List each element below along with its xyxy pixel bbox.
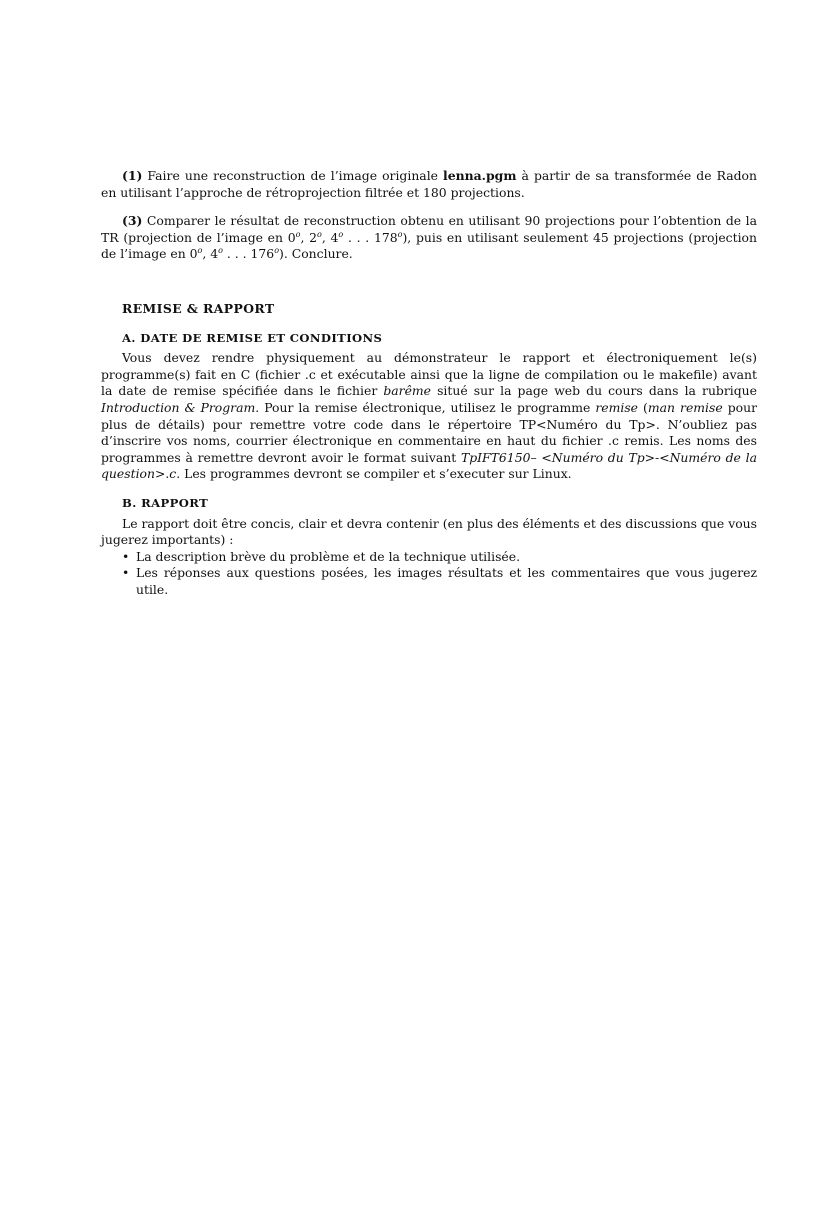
list-item [122,565,757,598]
question-3-angle-4: , 4 [321,229,339,245]
degree-sign: o [197,246,203,256]
subsection-a-text-4: ( [638,399,648,415]
degree-sign: o [317,229,322,239]
section-title-remise-rapport: REMISE & RAPPORT [122,300,275,316]
question-3-angle-178: . . . 178 [343,229,398,245]
question-1-text-b: à partir de sa transformée de Radon en utilisant l’approche de rétroprojection filtrée et 180 projections. [101,168,757,200]
rubrique-name: Introduction & Program. [101,399,260,415]
list-item-text: Les réponses aux questions posées, les images résultats et les commentaires que vous jugerez utile. [136,565,757,597]
subsection-title-date-remise: A. DATE DE REMISE ET CONDITIONS [122,330,383,345]
degree-sign: o [338,229,344,239]
remise-program: remise [595,399,639,415]
list-item-text: La description brève du problème et de la technique utilisée. [136,548,521,564]
question-3-text-b: ), puis en utilisant seulement 45 projections (projection de l’image en 0 [101,229,757,262]
question-3-angle-2: , 2 [300,229,317,245]
question-1-filename: lenna.pgm [443,168,517,183]
question-1 [101,168,757,201]
program-name-format: TpIFT6150– <Numéro du Tp>-<Numéro de la question>.c. [101,449,757,482]
subsection-a-text-5: pour plus de détails) pour remettre votre code dans le répertoire TP<Numéro du Tp>. N’oubliez pas d’inscrire vos noms, courrier électronique en commentaire en haut du fichier .c remis. Les noms des programmes à remettre devront avoir le format suivant [101,399,758,465]
degree-sign: o [274,246,280,256]
degree-sign: o [295,229,301,239]
question-3-text-c: ). Conclure. [279,246,353,262]
bareme-filename: barême [383,383,431,399]
question-3-angle-4b: , 4 [202,246,219,262]
degree-sign: o [218,246,223,256]
question-3-angle-176: . . . 176 [222,246,275,262]
list-item [122,549,757,566]
question-3-number: (3) [122,213,143,229]
bullet-icon: • [122,548,130,564]
subsection-a-text-6: Les programmes devront se compiler et s’executer sur Linux. [180,466,572,482]
subsection-a-text-1: Vous devez rendre physiquement au démonstrateur le rapport et électroniquement le(s) programme(s) fait en C (fichier .c et exécutable ainsi que la ligne de compilation ou le makefile) avant la date de remise spécifiée dans le fichier [101,350,757,399]
question-3 [101,213,757,263]
bullet-icon: • [122,565,130,581]
man-remise: man remise [647,399,723,415]
subsection-title-rapport: B. RAPPORT [122,495,209,510]
subsection-a-body [101,350,757,483]
subsection-a-text-3: Pour la remise électronique, utilisez le programme [259,399,596,415]
document-page [101,168,757,598]
question-3-text-a: Comparer le résultat de reconstruction obtenu en utilisant 90 projections pour l’obtention de la TR (projection de l’image en 0 [101,213,757,245]
rapport-bullet-list [101,549,757,599]
degree-sign: o [397,229,403,239]
question-1-text-a: Faire une reconstruction de l’image originale [142,168,444,183]
subsection-b-intro: Le rapport doit être concis, clair et devra contenir (en plus des éléments et des discussions que vous jugerez importants) : [101,515,757,548]
subsection-a-text-2: situé sur la page web du cours dans la rubrique [431,383,757,399]
question-1-number: (1) [122,168,143,183]
